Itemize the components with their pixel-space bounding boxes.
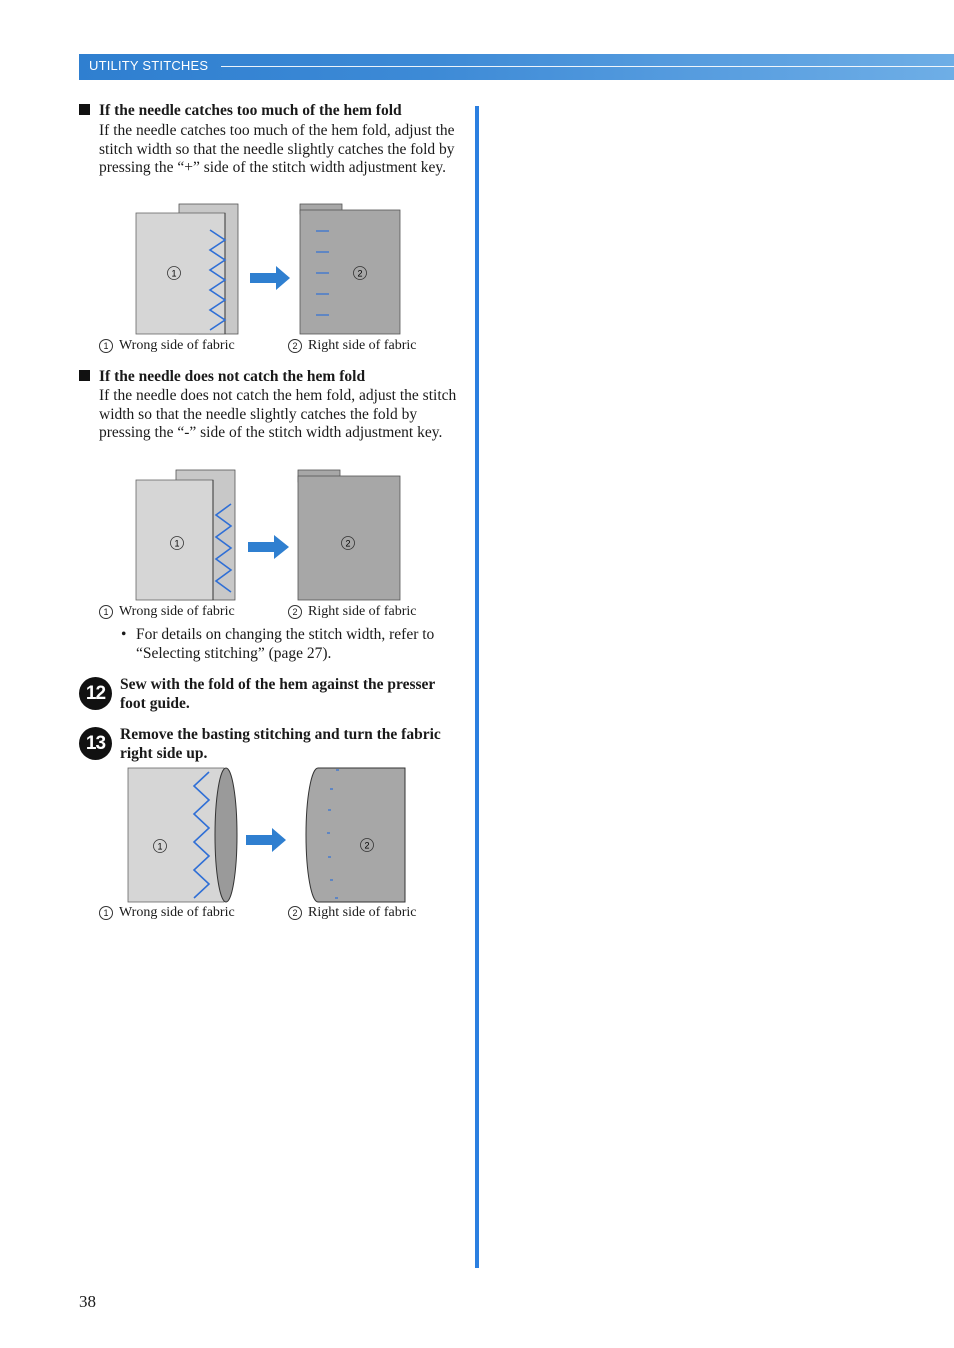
- svg-text:2: 2: [364, 840, 370, 851]
- square-bullet-icon: [79, 104, 90, 115]
- svg-text:2: 2: [345, 538, 351, 549]
- arrow-right-icon: [248, 535, 289, 559]
- fabric-right-side: [306, 768, 405, 902]
- section-heading: If the needle catches too much of the hem fold: [79, 101, 402, 120]
- section-too-much: [79, 101, 402, 120]
- svg-text:1: 1: [174, 538, 180, 549]
- svg-text:2: 2: [357, 268, 363, 279]
- caption-wrong-side: 1 Wrong side of fabric: [99, 604, 235, 620]
- svg-text:1: 1: [171, 268, 177, 279]
- note-text: For details on changing the stitch width, refer to “Selecting stitching” (page 27).: [136, 626, 435, 662]
- step-text-13: Remove the basting stitching and turn the fabric right side up.: [120, 726, 441, 762]
- fabric-roll-end: [215, 768, 237, 902]
- illustration-too-much: [130, 200, 410, 340]
- step-number-12: 12: [79, 677, 112, 710]
- section-body: If the needle catches too much of the hem fold, adjust the stitch width so that the needle slightly catches the fold by pressing the “+” side of the stitch width adjustment key.: [99, 122, 455, 177]
- caption-right-side: 2 Right side of fabric: [288, 338, 416, 354]
- caption-wrong-side: 1 Wrong side of fabric: [99, 338, 235, 354]
- step-number-13: 13: [79, 727, 112, 760]
- section-title: UTILITY STITCHES: [89, 58, 209, 73]
- caption-right-side: 2 Right side of fabric: [288, 905, 416, 921]
- arrow-right-icon: [250, 266, 290, 290]
- section-header-bar: [79, 54, 954, 80]
- step-text-12: Sew with the fold of the hem against the presser foot guide.: [120, 676, 436, 712]
- section-not-catch: [79, 367, 365, 386]
- note-bullet: •: [121, 626, 127, 643]
- page-number: 38: [79, 1292, 96, 1311]
- illustration-not-catch: [130, 466, 410, 606]
- fabric-wrong-side: [128, 768, 224, 902]
- fabric-right-side: [300, 210, 400, 334]
- square-bullet-icon: [79, 370, 90, 381]
- column-divider: [475, 106, 479, 1268]
- illustration-turn-right-side: [124, 764, 414, 906]
- arrow-right-icon: [246, 828, 286, 852]
- caption-wrong-side: 1 Wrong side of fabric: [99, 905, 235, 921]
- section-heading: If the needle does not catch the hem fold: [79, 367, 365, 386]
- svg-text:1: 1: [157, 841, 163, 852]
- caption-right-side: 2 Right side of fabric: [288, 604, 416, 620]
- section-body: If the needle does not catch the hem fold, adjust the stitch width so that the needle slightly catches the fold by pressing the “-” side of the stitch width adjustment key.: [99, 387, 457, 442]
- header-rule: [221, 66, 954, 67]
